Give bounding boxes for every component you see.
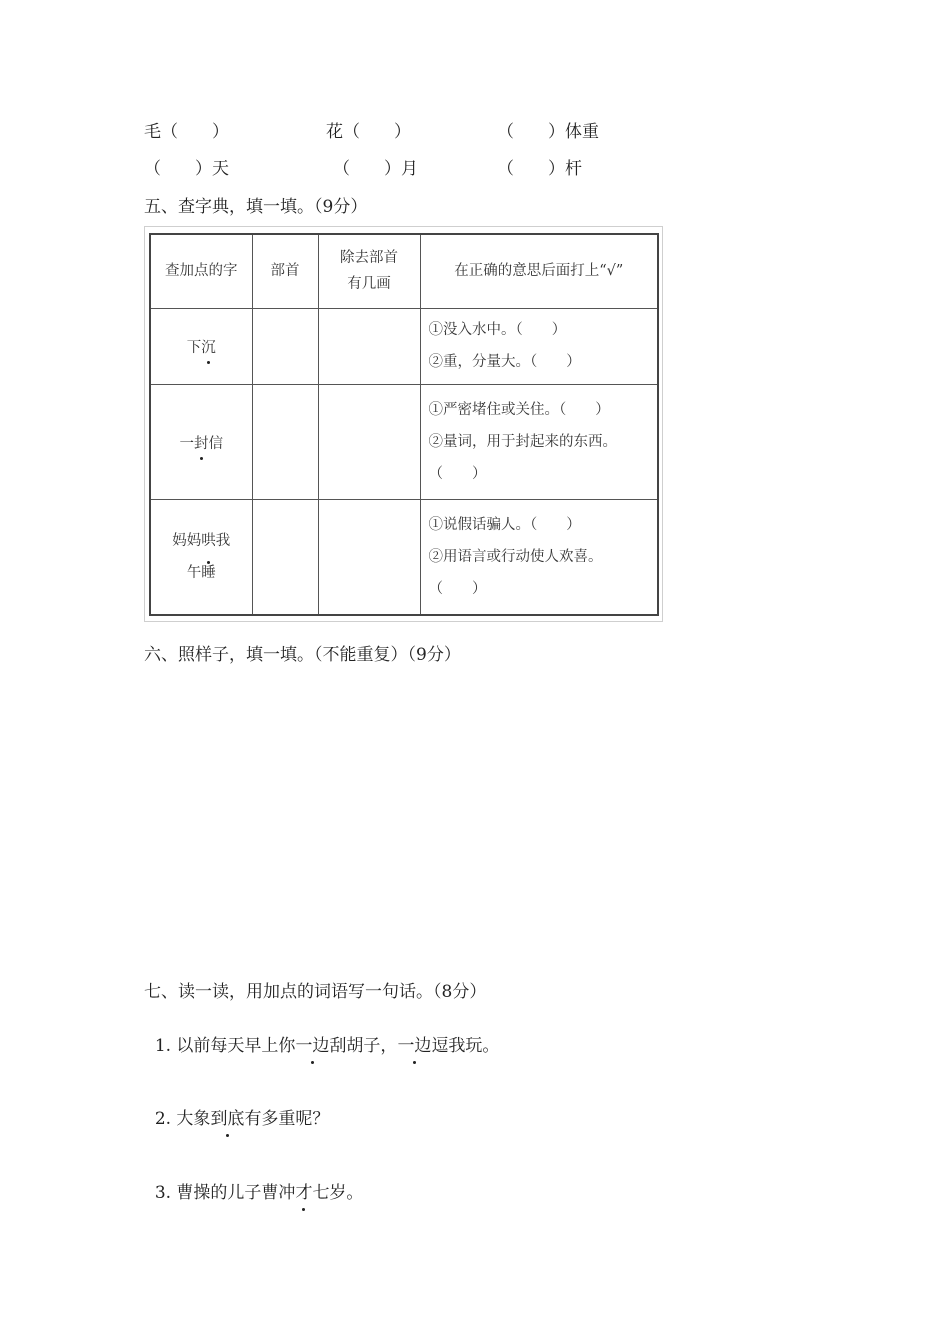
- option[interactable]: ①严密堵住或关住。（ ）: [428, 402, 610, 419]
- option[interactable]: ①说假话骗人。（ ）: [428, 517, 581, 534]
- option: ②用语言或行动使人欢喜。: [428, 549, 603, 566]
- option-blank[interactable]: （ ）: [428, 581, 487, 598]
- dotted-word: 到底: [210, 1109, 245, 1129]
- radical-blank[interactable]: [252, 500, 318, 615]
- option[interactable]: ②重，分量大。（ ）: [428, 354, 581, 371]
- word-pre: 下: [186, 339, 202, 356]
- sentence-1-part: 逗我玩。: [431, 1036, 500, 1056]
- word-post: 我: [215, 533, 231, 550]
- section7-heading: 七、读一读，用加点的词语写一句话。（8分）: [144, 982, 487, 1002]
- table-row: [150, 500, 658, 615]
- sentence-3-part: 七岁。: [312, 1183, 364, 1203]
- header-radical: 部首: [252, 234, 318, 308]
- header-strokes: [318, 234, 420, 308]
- table-row: [150, 384, 658, 499]
- strokes-blank[interactable]: [318, 384, 420, 499]
- word-cell: [150, 384, 252, 499]
- word-pre: 妈妈: [172, 533, 202, 550]
- word-line2: 午睡: [186, 565, 216, 582]
- meaning-options: [420, 500, 658, 615]
- radical-blank[interactable]: [252, 308, 318, 384]
- section5-heading: 五、查字典，填一填。（9分）: [144, 197, 368, 217]
- word-post: 信: [208, 435, 223, 452]
- sentence-2-part: 2. 大象: [154, 1109, 211, 1129]
- section6-heading: 六、照样子，填一填。（不能重复）（9分）: [144, 645, 461, 665]
- word-dotted-char: 沉: [201, 336, 216, 357]
- dictionary-table-frame: [144, 226, 663, 622]
- fill-item-2: 花（ ）: [326, 122, 411, 142]
- fill-item-6: （ ）杆: [497, 159, 582, 179]
- sentence-3-part: 3. 曹操的儿子曹冲: [154, 1183, 296, 1203]
- word-cell: [150, 500, 252, 615]
- header-strokes-line1: 除去部首: [340, 250, 398, 267]
- sentence-3: [144, 1160, 363, 1204]
- option-blank[interactable]: （ ）: [428, 466, 487, 483]
- table-header-row: [150, 234, 658, 308]
- word-dotted-char: 哄: [201, 525, 216, 557]
- fill-item-1: 毛（ ）: [144, 122, 229, 142]
- sentence-1: [144, 1013, 499, 1057]
- radical-blank[interactable]: [252, 384, 318, 499]
- option[interactable]: ①没入水中。（ ）: [428, 322, 567, 339]
- fill-item-5: （ ）月: [333, 159, 418, 179]
- table-row: [150, 308, 658, 384]
- sentence-2: [144, 1086, 329, 1130]
- strokes-blank[interactable]: [318, 308, 420, 384]
- sentence-2-part: 有多重呢？: [244, 1109, 330, 1129]
- fill-item-4: （ ）天: [144, 159, 229, 179]
- sentence-1-part: 1. 以前每天早上你: [154, 1036, 296, 1056]
- meaning-options: [420, 308, 658, 384]
- sentence-1-part: 刮胡子，: [329, 1036, 398, 1056]
- dictionary-table: [149, 233, 659, 616]
- word-pre: 一: [179, 435, 194, 452]
- dotted-word: 一边: [295, 1036, 330, 1056]
- header-meaning: 在正确的意思后面打上“√”: [420, 234, 658, 308]
- word-dotted-char: 封: [194, 432, 209, 453]
- word-cell: [150, 308, 252, 384]
- dotted-word: 一边: [397, 1036, 432, 1056]
- fill-item-3: （ ）体重: [497, 122, 599, 142]
- option: ②量词，用于封起来的东西。: [428, 434, 617, 451]
- header-dotted-char: 查加点的字: [150, 234, 252, 308]
- strokes-blank[interactable]: [318, 500, 420, 615]
- meaning-options: [420, 384, 658, 499]
- dotted-word: 才: [295, 1183, 313, 1203]
- header-strokes-line2: 有几画: [347, 276, 391, 293]
